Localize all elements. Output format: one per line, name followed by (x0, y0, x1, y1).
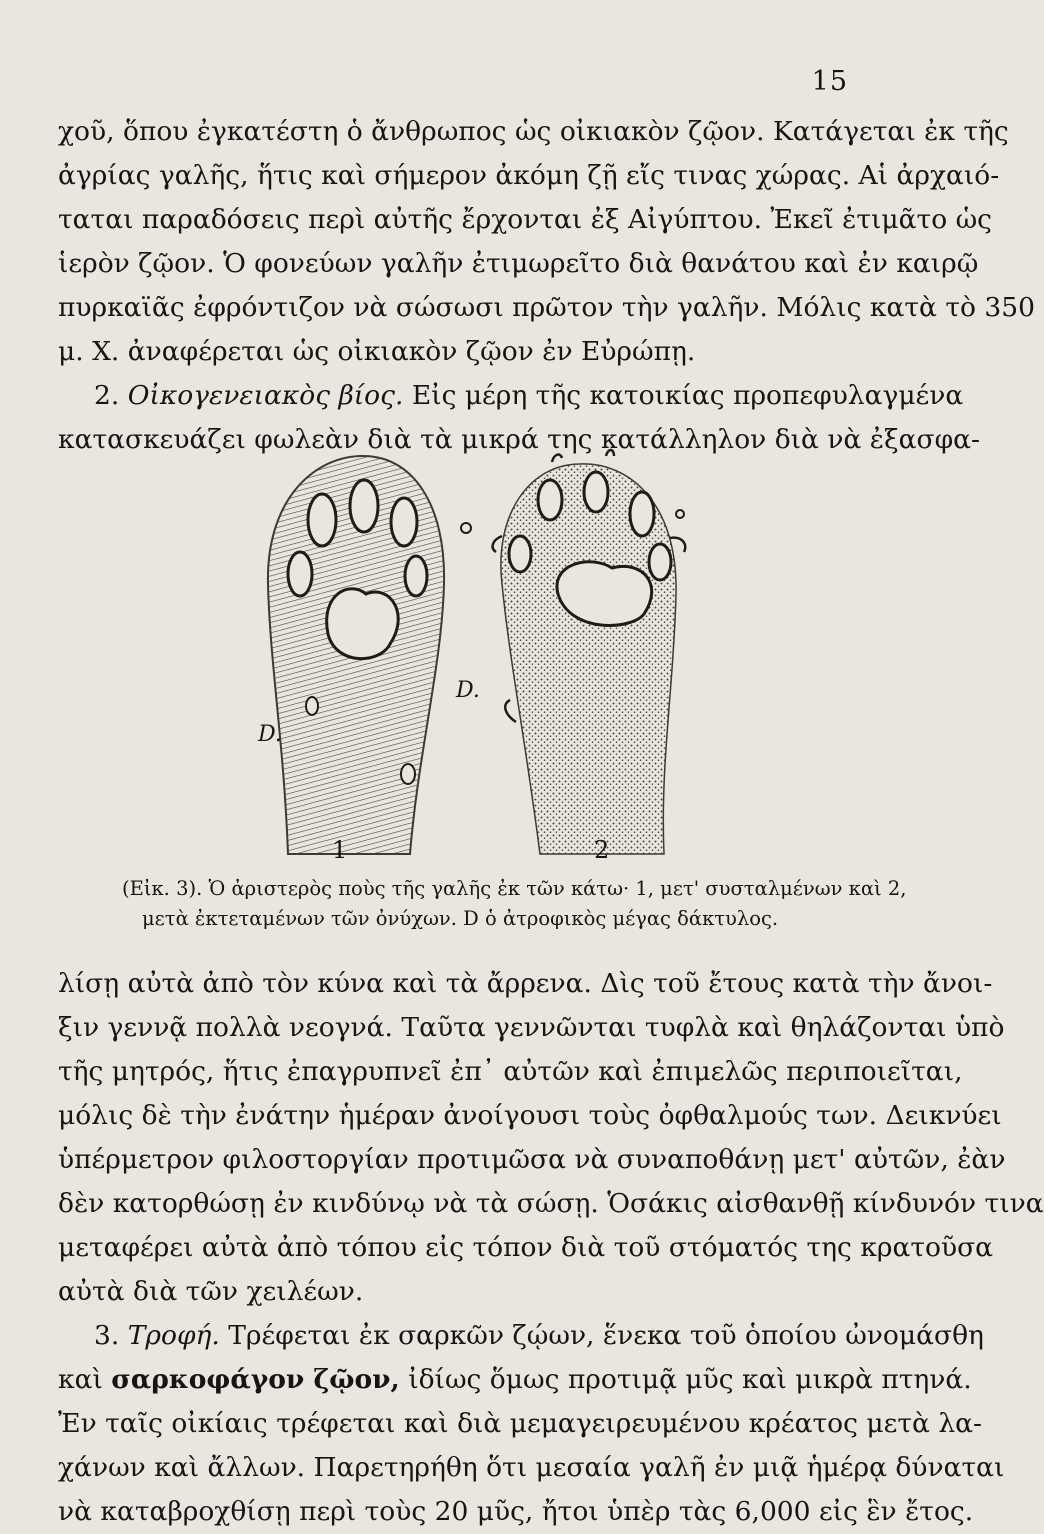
figure-number-2: 2 (594, 836, 610, 864)
text-line: ἱερὸν ζῷον. Ὁ φονεύων γαλῆν ἐτιμωρεῖτο διὰ θανάτου καὶ ἐν καιρῷ (58, 248, 979, 279)
text-line: λίσῃ αὐτὰ ἀπὸ τὸν κύνα καὶ τὰ ἄρρενα. Δὶς τοῦ ἔτους κατὰ τὴν ἄνοι- (58, 968, 993, 999)
figure-number-1: 1 (332, 836, 348, 864)
section-3-heading: Τροφή. (127, 1320, 220, 1351)
section-2-first-line (58, 374, 964, 418)
section-3-first-line (58, 1314, 984, 1358)
text-line: ὑπέρμετρον φιλοστοργίαν προτιμῶσα νὰ συναποθάνῃ μετ' αὐτῶν, ἐὰν (58, 1144, 1006, 1175)
figure-caption (122, 874, 907, 934)
text-line: αὐτὰ διὰ τῶν χειλέων. (58, 1276, 364, 1307)
text-line: πυρκαϊᾶς ἐφρόντιζον νὰ σώσωσι πρῶτον τὴν γαλῆν. Μόλις κατὰ τὸ 350 (58, 292, 1035, 323)
paw-1-retracted-claws (268, 456, 444, 854)
text-run: ἰδίως ὅμως προτιμᾷ μῦς καὶ μικρὰ πτηνά. (408, 1364, 972, 1395)
caption-line: (Εἰκ. 3). Ὁ ἀριστερὸς ποὺς τῆς γαλῆς ἐκ τῶν κάτω· 1, μετ' συσταλμένων καὶ 2, (122, 877, 907, 900)
figure-label-d-right: D. (456, 678, 480, 703)
text-line: ἀγρίας γαλῆς, ἥτις καὶ σήμερον ἀκόμη ζῇ εἴς τινας χώρας. Αἱ ἀρχαιό- (58, 160, 1000, 191)
bold-term: σαρκοφάγον ζῷον, (111, 1364, 400, 1395)
section-3-number: 3. (94, 1320, 120, 1351)
text-line: μεταφέρει αὐτὰ ἀπὸ τόπου εἰς τόπον διὰ τοῦ στόματός της κρατοῦσα (58, 1232, 994, 1263)
text-line: ταται παραδόσεις περὶ αὐτῆς ἔρχονται ἐξ Αἰγύπτου. Ἐκεῖ ἐτιμᾶτο ὡς (58, 204, 993, 235)
text-line (58, 1358, 972, 1402)
section-3-text: Τρέφεται ἐκ σαρκῶν ζῴων, ἕνεκα τοῦ ὁποίου ὠνομάσθη (228, 1320, 984, 1351)
text-line: δὲν κατορθώσῃ ἐν κινδύνῳ νὰ τὰ σώσῃ. Ὁσάκις αἰσθανθῇ κίνδυνόν τινα (58, 1188, 1044, 1219)
text-run: καὶ (58, 1364, 103, 1395)
paw-2-extended-claws (461, 450, 685, 854)
section-2-number: 2. (94, 380, 120, 411)
text-line: μόλις δὲ τὴν ἐνάτην ἡμέραν ἀνοίγουσι τοὺς ὀφθαλμούς των. Δεικνύει (58, 1100, 1002, 1131)
top-paragraph (58, 110, 1035, 462)
text-line: τῆς μητρός, ἥτις ἐπαγρυπνεῖ ἐπ᾽ αὐτῶν καὶ ἐπιμελῶς περιποιεῖται, (58, 1056, 963, 1087)
text-line: χάνων καὶ ἄλλων. Παρετηρήθη ὅτι μεσαία γαλῆ ἐν μιᾷ ἡμέρᾳ δύναται (58, 1452, 1005, 1483)
text-line: νὰ καταβροχθίσῃ περὶ τοὺς 20 μῦς, ἤτοι ὑπὲρ τὰς 6,000 εἰς ἓν ἔτος. (58, 1496, 974, 1527)
text-line: χοῦ, ὅπου ἐγκατέστη ὁ ἄνθρωπος ὡς οἰκιακὸν ζῷον. Κατάγεται ἐκ τῆς (58, 116, 1009, 147)
bottom-paragraph (58, 962, 1044, 1534)
caption-line: μετὰ ἐκτεταμένων τῶν ὀνύχων. D ὁ ἀτροφικὸς μέγας δάκτυλος. (142, 907, 779, 930)
text-line: κατασκευάζει φωλεὰν διὰ τὰ μικρά της κατάλληλον διὰ νὰ ἐξασφα- (58, 424, 981, 455)
text-line: ξιν γεννᾷ πολλὰ νεογνά. Ταῦτα γεννῶνται τυφλὰ καὶ θηλάζονται ὑπὸ (58, 1012, 1005, 1043)
cat-paw-illustration (240, 444, 720, 864)
section-2-heading: Οἰκογενειακὸς βίος. (127, 380, 404, 411)
text-line: Ἐν ταῖς οἰκίαις τρέφεται καὶ διὰ μεμαγειρευμένου κρέατος μετὰ λα- (58, 1408, 982, 1439)
section-2-text: Εἰς μέρη τῆς κατοικίας προπεφυλαγμένα (411, 380, 964, 411)
page-number: 15 (811, 66, 848, 97)
text-line: μ. Χ. ἀναφέρεται ὡς οἰκιακὸν ζῷον ἐν Εὐρώπῃ. (58, 336, 696, 367)
figure-label-d-left: D. (258, 722, 282, 747)
